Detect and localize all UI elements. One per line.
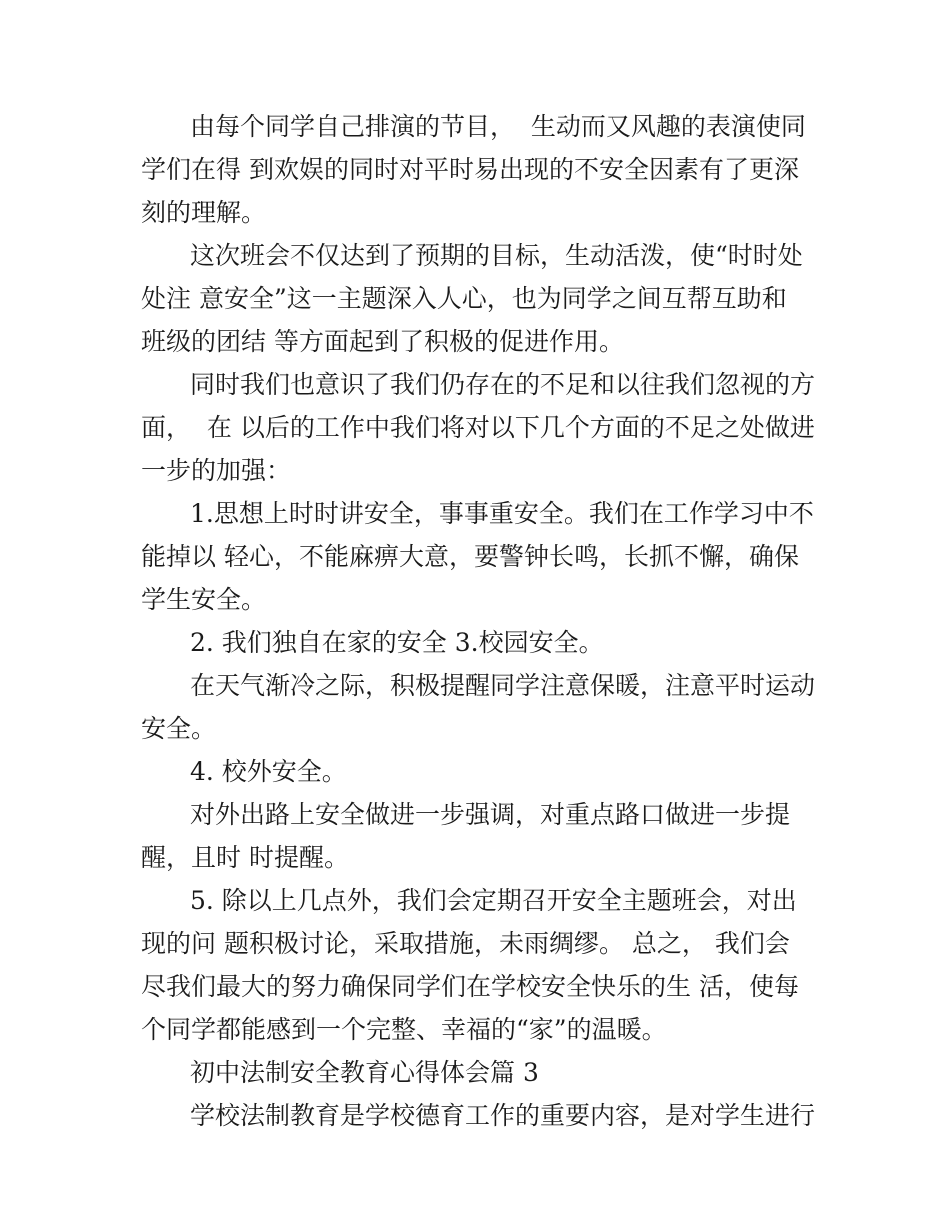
text-line: 学们在得 到欢娱的同时对平时易出现的不安全因素有了更深	[141, 155, 799, 184]
text-line: 尽我们最大的努力确保同学们在学校安全快乐的生 活，使每	[141, 972, 799, 1001]
text-line: 学生安全。	[141, 585, 267, 614]
text-line: 刻的理解。	[141, 198, 267, 227]
text-line: 一步的加强：	[141, 456, 292, 485]
text-line: 面， 在 以后的工作中我们将对以下几个方面的不足之处做进	[141, 413, 815, 442]
text-line: 醒，且时 时提醒。	[141, 843, 349, 872]
text-line: 个同学都能感到一个完整、幸福的“家”的温暖。	[141, 1015, 667, 1044]
text-line: 4. 校外安全。	[190, 757, 347, 786]
text-line: 在天气渐冷之际，积极提醒同学注意保暖，注意平时运动	[190, 671, 816, 700]
text-line: 现的问 题积极讨论，采取措施，未雨绸缪。 总之， 我们会	[141, 929, 790, 958]
section-heading: 初中法制安全教育心得体会篇 3	[190, 1058, 539, 1087]
text-line: 班级的团结 等方面起到了积极的促进作用。	[141, 327, 624, 356]
text-line: 1.思想上时时讲安全，事事重安全。我们在工作学习中不	[190, 499, 814, 528]
text-line: 处注 意安全”这一主题深入人心，也为同学之间互帮互助和	[141, 284, 787, 313]
text-line: 5. 除以上几点外，我们会定期召开安全主题班会，对出	[190, 886, 797, 915]
text-line: 这次班会不仅达到了预期的目标，生动活泼，使“时时处	[190, 241, 803, 270]
text-line: 安全。	[141, 714, 217, 743]
text-line: 对外出路上安全做进一步强调，对重点路口做进一步提	[190, 800, 791, 829]
text-line: 学校法制教育是学校德育工作的重要内容，是对学生进行	[190, 1101, 816, 1130]
text-line: 能掉以 轻心，不能麻痹大意，要警钟长鸣，长抓不懈，确保	[141, 542, 799, 571]
text-line: 同时我们也意识了我们仍存在的不足和以往我们忽视的方	[190, 370, 816, 399]
text-line: 由每个同学自己排演的节目， 生动而又风趣的表演使同	[190, 112, 806, 141]
text-line: 2. 我们独自在家的安全 3.校园安全。	[190, 628, 604, 657]
